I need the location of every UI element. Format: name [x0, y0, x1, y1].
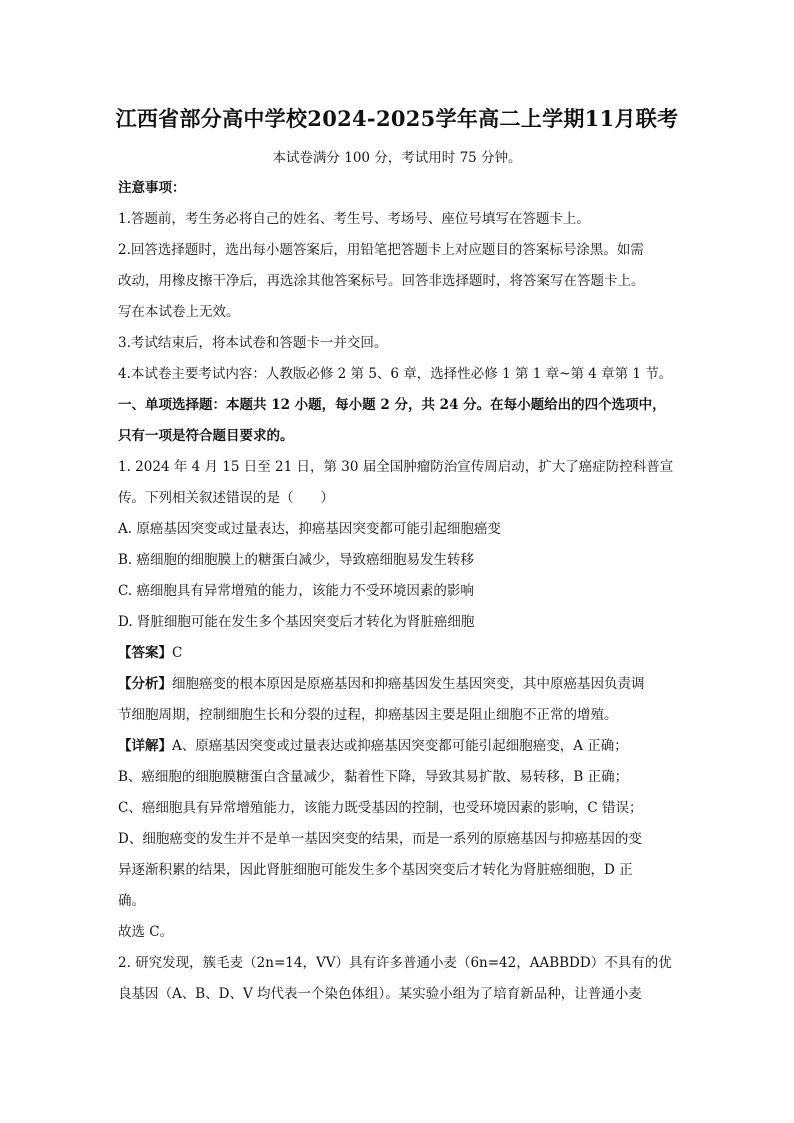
option-d: D. 肾脏细胞可能在发生多个基因突变后才转化为肾脏癌细胞 [118, 614, 475, 630]
note-item: 3.考试结束后，将本试卷和答题卡一并交回。 [118, 335, 388, 351]
notes-heading: 注意事项： [118, 180, 186, 196]
detail-text: A、原癌基因突变或过量表达或抑癌基因突变都可能引起细胞癌变，A 正确； [172, 738, 628, 754]
detail-text: 异逐渐积累的结果，因此肾脏细胞可能发生多个基因突变后才转化为肾脏癌细胞，D 正 [118, 862, 633, 878]
detail-label: 【详解】 [118, 738, 172, 754]
section-heading: 一、单项选择题：本题共 12 小题，每小题 2 分，共 24 分。在每小题给出的四个选项中， [118, 397, 666, 413]
analysis-text: 细胞癌变的根本原因是原癌基因和抑癌基因发生基因突变，其中原癌基因负责调 [172, 676, 645, 692]
option-a: A. 原癌基因突变或过量表达，抑癌基因突变都可能引起细胞癌变 [118, 521, 501, 537]
question-stem: 2. 研究发现，簇毛麦（2n=14，VV）具有许多普通小麦（6n=42，AABBDD）不具有的优 [118, 955, 672, 971]
answer-label: 【答案】 [118, 645, 172, 661]
detail-text: D、细胞癌变的发生并不是单一基因突变的结果，而是一系列的原癌基因与抑癌基因的变 [118, 831, 642, 847]
detail-text: C、癌细胞具有异常增殖能力，该能力既受基因的控制，也受环境因素的影响，C 错误； [118, 800, 643, 816]
detail-line [118, 731, 678, 762]
section-heading: 只有一项是符合题目要求的。 [118, 428, 294, 444]
analysis-line [118, 669, 678, 700]
exam-info: 本试卷满分 100 分，考试用时 75 分钟。 [272, 150, 522, 166]
detail-text: B、癌细胞的细胞膜糖蛋白含量减少，黏着性下降，导致其易扩散、易转移，B 正确； [118, 769, 629, 785]
analysis-text: 节细胞周期，控制细胞生长和分裂的过程，抑癌基因主要是阻止细胞不正常的增殖。 [118, 707, 618, 723]
document-body [118, 173, 678, 1010]
note-item: 写在本试卷上无效。 [118, 304, 240, 320]
note-item: 1.答题前，考生务必将自己的姓名、考生号、考场号、座位号填写在答题卡上。 [118, 211, 590, 227]
answer-line [118, 638, 678, 669]
option-b: B. 癌细胞的细胞膜上的糖蛋白减少，导致癌细胞易发生转移 [118, 552, 475, 568]
analysis-label: 【分析】 [118, 676, 172, 692]
answer-value: C [172, 645, 183, 661]
detail-text: 确。 [118, 893, 145, 909]
conclusion: 故选 C。 [118, 924, 174, 940]
question-stem: 1. 2024 年 4 月 15 日至 21 日，第 30 届全国肿瘤防治宣传周启动，扩大了癌症防控科普宣 [118, 459, 674, 475]
question-stem: 良基因（A、B、D、V 均代表一个染色体组）。某实验小组为了培育新品种，让普通小麦 [118, 986, 642, 1002]
option-c: C. 癌细胞具有异常增殖的能力，该能力不受环境因素的影响 [118, 583, 474, 599]
question-stem: 传。下列相关叙述错误的是（ ） [118, 490, 334, 506]
note-item: 2.回答选择题时，选出每小题答案后，用铅笔把答题卡上对应题目的答案标号涂黑。如需 [118, 242, 644, 258]
page-title: 江西省部分高中学校2024-2025学年高二上学期11月联考 [115, 106, 679, 131]
note-item: 4.本试卷主要考试内容：人教版必修 2 第 5、6 章，选择性必修 1 第 1 章~第 4 章第 1 节。 [118, 366, 673, 382]
note-item: 改动，用橡皮擦干净后，再选涂其他答案标号。回答非选择题时，将答案写在答题卡上。 [118, 273, 645, 289]
